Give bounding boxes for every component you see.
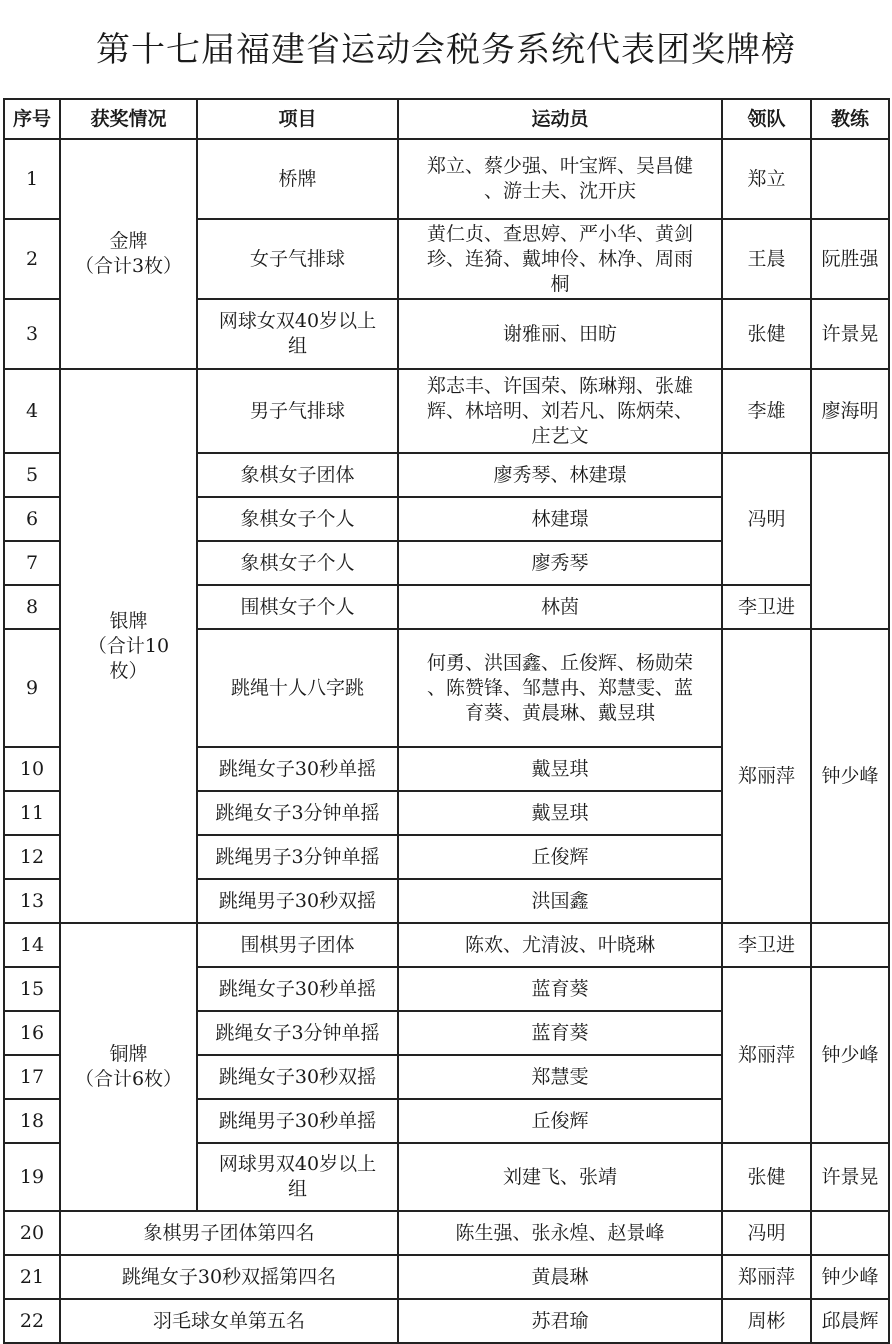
leader-cell: 郑丽萍 bbox=[722, 967, 811, 1143]
coach-cell: 邱晨辉 bbox=[811, 1299, 889, 1343]
row-number: 18 bbox=[4, 1099, 60, 1143]
leader-cell: 郑立 bbox=[722, 139, 811, 219]
table-row bbox=[4, 1211, 889, 1255]
row-number: 11 bbox=[4, 791, 60, 835]
event-cell: 跳绳十人八字跳 bbox=[197, 629, 398, 747]
athletes-cell: 黄晨琳 bbox=[398, 1255, 722, 1299]
row-number: 10 bbox=[4, 747, 60, 791]
table-row bbox=[4, 1255, 889, 1299]
leader-cell: 李卫进 bbox=[722, 585, 811, 629]
header-award: 获奖情况 bbox=[60, 99, 197, 139]
coach-cell: 许景晃 bbox=[811, 1143, 889, 1211]
page-title: 第十七届福建省运动会税务系统代表团奖牌榜 bbox=[96, 30, 796, 70]
row-number: 6 bbox=[4, 497, 60, 541]
event-cell: 女子气排球 bbox=[197, 219, 398, 299]
athletes-cell: 丘俊辉 bbox=[398, 1099, 722, 1143]
coach-cell bbox=[811, 1211, 889, 1255]
athletes-cell: 林茵 bbox=[398, 585, 722, 629]
row-number: 13 bbox=[4, 879, 60, 923]
coach-cell bbox=[811, 453, 889, 629]
athletes-cell: 戴昱琪 bbox=[398, 791, 722, 835]
silver-medal-label: 银牌 （合计10 枚） bbox=[60, 369, 197, 923]
leader-cell: 郑丽萍 bbox=[722, 629, 811, 923]
row-number: 14 bbox=[4, 923, 60, 967]
event-cell: 跳绳女子30秒双摇 bbox=[197, 1055, 398, 1099]
event-cell: 象棋男子团体第四名 bbox=[60, 1211, 398, 1255]
athletes-cell: 郑慧雯 bbox=[398, 1055, 722, 1099]
row-number: 7 bbox=[4, 541, 60, 585]
row-number: 17 bbox=[4, 1055, 60, 1099]
event-cell: 网球女双40岁以上 组 bbox=[197, 299, 398, 369]
event-cell: 跳绳男子30秒双摇 bbox=[197, 879, 398, 923]
leader-cell: 张健 bbox=[722, 1143, 811, 1211]
row-number: 12 bbox=[4, 835, 60, 879]
coach-cell bbox=[811, 923, 889, 967]
event-cell: 桥牌 bbox=[197, 139, 398, 219]
event-cell: 围棋女子个人 bbox=[197, 585, 398, 629]
event-cell: 网球男双40岁以上 组 bbox=[197, 1143, 398, 1211]
row-number: 20 bbox=[4, 1211, 60, 1255]
athletes-cell: 蓝育葵 bbox=[398, 1011, 722, 1055]
leader-cell: 周彬 bbox=[722, 1299, 811, 1343]
row-number: 21 bbox=[4, 1255, 60, 1299]
event-cell: 跳绳女子3分钟单摇 bbox=[197, 791, 398, 835]
header-leader: 领队 bbox=[722, 99, 811, 139]
athletes-cell: 谢雅丽、田昉 bbox=[398, 299, 722, 369]
leader-cell: 王晨 bbox=[722, 219, 811, 299]
event-cell: 象棋女子团体 bbox=[197, 453, 398, 497]
table-row bbox=[4, 139, 889, 219]
event-cell: 跳绳女子30秒单摇 bbox=[197, 747, 398, 791]
row-number: 4 bbox=[4, 369, 60, 453]
header-row bbox=[4, 99, 889, 139]
header-coach: 教练 bbox=[811, 99, 889, 139]
athletes-cell: 蓝育葵 bbox=[398, 967, 722, 1011]
bronze-medal-label: 铜牌 （合计6枚） bbox=[60, 923, 197, 1211]
row-number: 3 bbox=[4, 299, 60, 369]
coach-cell bbox=[811, 139, 889, 219]
table-row bbox=[4, 923, 889, 967]
leader-cell: 冯明 bbox=[722, 1211, 811, 1255]
row-number: 5 bbox=[4, 453, 60, 497]
athletes-cell: 洪国鑫 bbox=[398, 879, 722, 923]
event-cell: 围棋男子团体 bbox=[197, 923, 398, 967]
row-number: 19 bbox=[4, 1143, 60, 1211]
athletes-cell: 陈欢、尤清波、叶晓琳 bbox=[398, 923, 722, 967]
event-cell: 男子气排球 bbox=[197, 369, 398, 453]
athletes-cell: 郑志丰、许国荣、陈琳翔、张雄 辉、林培明、刘若凡、陈炳荣、 庄艺文 bbox=[398, 369, 722, 453]
athletes-cell: 廖秀琴、林建璟 bbox=[398, 453, 722, 497]
athletes-cell: 廖秀琴 bbox=[398, 541, 722, 585]
coach-cell: 许景晃 bbox=[811, 299, 889, 369]
row-number: 15 bbox=[4, 967, 60, 1011]
row-number: 1 bbox=[4, 139, 60, 219]
event-cell: 跳绳男子30秒单摇 bbox=[197, 1099, 398, 1143]
row-number: 8 bbox=[4, 585, 60, 629]
gold-medal-label: 金牌 （合计3枚） bbox=[60, 139, 197, 369]
row-number: 9 bbox=[4, 629, 60, 747]
row-number: 16 bbox=[4, 1011, 60, 1055]
event-cell: 象棋女子个人 bbox=[197, 541, 398, 585]
coach-cell: 廖海明 bbox=[811, 369, 889, 453]
header-event: 项目 bbox=[197, 99, 398, 139]
athletes-cell: 戴昱琪 bbox=[398, 747, 722, 791]
leader-cell: 郑丽萍 bbox=[722, 1255, 811, 1299]
leader-cell: 李雄 bbox=[722, 369, 811, 453]
athletes-cell: 丘俊辉 bbox=[398, 835, 722, 879]
header-no: 序号 bbox=[4, 99, 60, 139]
event-cell: 跳绳男子3分钟单摇 bbox=[197, 835, 398, 879]
athletes-cell: 陈生强、张永煌、赵景峰 bbox=[398, 1211, 722, 1255]
event-cell: 跳绳女子30秒单摇 bbox=[197, 967, 398, 1011]
athletes-cell: 黄仁贞、查思婷、严小华、黄剑 珍、连猗、戴坤伶、林净、周雨 桐 bbox=[398, 219, 722, 299]
leader-cell: 李卫进 bbox=[722, 923, 811, 967]
event-cell: 羽毛球女单第五名 bbox=[60, 1299, 398, 1343]
leader-cell: 冯明 bbox=[722, 453, 811, 585]
event-cell: 象棋女子个人 bbox=[197, 497, 398, 541]
leader-cell: 张健 bbox=[722, 299, 811, 369]
table-row bbox=[4, 369, 889, 453]
athletes-cell: 苏君瑜 bbox=[398, 1299, 722, 1343]
coach-cell: 钟少峰 bbox=[811, 967, 889, 1143]
athletes-cell: 何勇、洪国鑫、丘俊辉、杨勋荣 、陈赞锋、邹慧冉、郑慧雯、蓝 育葵、黄晨琳、戴昱琪 bbox=[398, 629, 722, 747]
coach-cell: 阮胜强 bbox=[811, 219, 889, 299]
coach-cell: 钟少峰 bbox=[811, 629, 889, 923]
coach-cell: 钟少峰 bbox=[811, 1255, 889, 1299]
event-cell: 跳绳女子3分钟单摇 bbox=[197, 1011, 398, 1055]
header-athletes: 运动员 bbox=[398, 99, 722, 139]
row-number: 22 bbox=[4, 1299, 60, 1343]
athletes-cell: 林建璟 bbox=[398, 497, 722, 541]
medal-table bbox=[3, 98, 890, 1344]
table-row bbox=[4, 1299, 889, 1343]
athletes-cell: 刘建飞、张靖 bbox=[398, 1143, 722, 1211]
athletes-cell: 郑立、蔡少强、叶宝辉、吴昌健 、游士夫、沈开庆 bbox=[398, 139, 722, 219]
event-cell: 跳绳女子30秒双摇第四名 bbox=[60, 1255, 398, 1299]
row-number: 2 bbox=[4, 219, 60, 299]
